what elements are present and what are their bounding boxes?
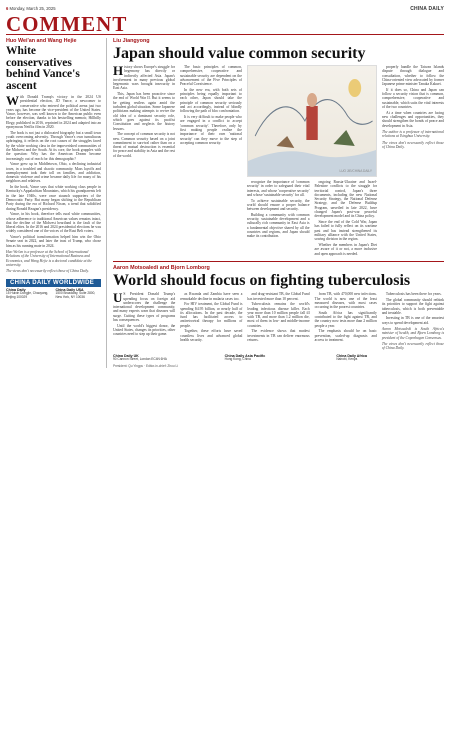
- bureau-address: Nairobi, Kenya: [336, 357, 358, 362]
- top-author-bio: The author is a professor of international relations at Tsinghua University.: [382, 129, 444, 139]
- paragraph: US President Donald Trump's upending focus on foreign aid underscores the challenge the international development community, and many experts warn that diseases will surge. Cutting these types of programs has consequences.: [113, 290, 176, 322]
- page-number: 6: [6, 6, 9, 11]
- left-paragraph: Vance grew up in Middletown, Ohio, a declining industrial town, in a troubled and chaotic community. Mass layoffs and unemployment took their toll on families, and addiction, domestic violence and crime became daily life for many of his neighbors and relatives.: [6, 162, 101, 184]
- paragraph: Until the world's biggest donor, the United States, changes its priorities, other countries need to step up their game.: [113, 323, 176, 337]
- paragraph: The basic principles of common, comprehensive, cooperative and sustainable security are dependent on the advancement of the Five Principles of Peaceful Coexistence.: [179, 65, 242, 87]
- bottom-author-bio: Aaron Motsoaledi is South Africa's minister of health, and Bjorn Lomborg is president of the Copenhagen Consensus.: [381, 327, 445, 340]
- left-headline: White conservatives behind Vance's ascent: [6, 45, 80, 92]
- paragraph: At a time when countries are facing new challenges and opportunities, they should strengthen the bonds of peace and development in Asia.: [382, 110, 444, 128]
- text-column: [247, 292, 309, 350]
- paragraph: To achieve sustainable security, the world should ensure a proper balance between development and security.: [246, 198, 310, 212]
- paragraph: The evidence shows that modest investments in TB can deliver enormous returns.: [247, 329, 310, 342]
- paragraph: The concept of common security is not new. Common security based on a joint commitment to survival rather than on a threat of mutual destruction is essential for peace and stability in Asia and the rest of the world.: [113, 132, 175, 158]
- paragraph: recognize the importance of 'common security' in order to safeguard their vital interests, and whose 'cooperative security' and whose 'sustainable security' for all.: [246, 180, 310, 197]
- illustration-credit: LUO JIE/CHINA DAILY: [339, 169, 373, 173]
- paragraph: If it does so, China and Japan can follow a security vision that is common, comprehensive, cooperative and sustainable, which suits the vital interests of the two countries.: [382, 87, 444, 110]
- paragraph: Whether the members in Japan's Diet are aware of it or not, a more inclusive and open approach is needed.: [314, 242, 378, 256]
- left-paragraph: In the book, Vance says that white working class people in Kentucky's Appalachian Mountains, which his grandparents left in the late 1940s, were once staunch supporters of the Democratic Party. But many began shifting to the Republican Party during the era of Richard Nixon, a trend that solidified during Ronald Reagan's presidency.: [6, 185, 101, 211]
- page-info: [6, 6, 56, 11]
- text-column: [113, 292, 175, 350]
- page-grid: [6, 38, 444, 368]
- bureau-box: [6, 289, 52, 301]
- bureau-address: 1500 Broadway, Suite 2800, New York, NY 10036: [55, 291, 96, 300]
- paragraph: The global community should rethink its priorities to support the fight against tuberculosis, which is both preventable and treatable.: [381, 297, 445, 315]
- paragraph: For HIV treatment, the Global Fund is spending $4.95 billion, or nearly half of its allocations. In the past decade, the fund has facilitated access to antiretroviral therapy for millions of people.: [180, 302, 243, 328]
- paragraph: ongoing Russia-Ukraine and Israel-Palestine conflicts to the struggle for territorial control, Japan's three documents, including the new National Security Strategy, the National Defense Strategy, and the Defense Buildup Program, unveiled in late 2022, have changed Japan's post-war peaceful development model and its China policy.: [314, 180, 378, 219]
- paragraph: South Africa has significantly contributed to the fight against TB, and the country now tests more than 2 million people a year.: [314, 310, 377, 328]
- illustration-graphic: [248, 66, 376, 176]
- right-area: [107, 38, 444, 368]
- editor-line: President: Qu Yingpu · Editor-in-chief: Zhou Li: [113, 364, 179, 369]
- section-title: COMMENT: [6, 12, 128, 36]
- bureau-box: [225, 355, 333, 363]
- bureau-box: [56, 289, 102, 301]
- text-column: [382, 292, 444, 350]
- left-paragraph: The book is not just a dislocated biography but a small town youth overcoming adversity. Through Vance's own tumultuous upbringing, it reflects on the root causes of the struggles faced by the white working class in the impoverished communities of the Midwest and the South. At its core, the book grapples with the question: Why has the American Dream become increasingly out of reach for this demographic?: [6, 130, 101, 161]
- top-disclaimer: The views don't necessarily reflect those of China Daily.: [382, 140, 444, 149]
- top-headline: Japan should value common security: [113, 45, 366, 62]
- bureau-name: China Daily: [6, 287, 26, 292]
- left-disclaimer: The views don't necessarily reflect those of China Daily.: [6, 269, 89, 274]
- left-paragraph: Vance's political transformation helped him win the Ohio Senate seat in 2022, and later the trust of Trump, who chose him as his running mate in 2024.: [6, 235, 101, 248]
- paragraph: The emphasis should be on basic prevention, scaled-up diagnosis and access to treatment.: [314, 329, 377, 342]
- bureau-list: [6, 289, 101, 301]
- paragraph: This, Japan has been proactive since the end of World War II. But it seems to be getting restless again amid the turbulent global situation. Some Japanese politicians making attempts to revive the old idea of a dominant security role, which goes against its pacifist Constitution and neglects the history lessons.: [113, 92, 175, 131]
- paragraph: Since the end of the Cold War, Japan has failed to fully reflect on its wartime past and has instead strengthened its military alliance with the United States, sowing division in the region.: [314, 220, 378, 242]
- text-column: [180, 65, 242, 257]
- paragraph: from TB, with 470,000 new infections. The world is now one of the least measured diseases, with most cases occurring in the poorest countries.: [314, 292, 377, 310]
- bureau-address: Hong Kong, China: [224, 357, 251, 362]
- paragraph: as Rwanda and Zambia have seen a remarkable decline in malaria cases too.: [180, 292, 243, 301]
- bottom-article-columns: [113, 292, 444, 350]
- bottom-disclaimer: The views don't necessarily reflect those of China Daily.: [381, 341, 445, 351]
- left-byline: Huo Wei'an and Wang Hejie: [6, 38, 77, 44]
- left-author-bio: Huo Wei'an is a professor at the School of International Relations of the University of International Business and Economics, and Wang Hejie is a doctoral candidate at the university.: [6, 250, 92, 267]
- bureau-box: [336, 355, 444, 363]
- left-paragraph: Vance, in his book, therefore tells rural white communities, whose adherence to traditional American values remains intact, that the decline of the Midwest heartland is the fault of the liberal elites. In the 2016 and 2024 presidential elections he was widely considered one of the voices of the Rust Belt voters.: [6, 212, 101, 234]
- section-header: [6, 12, 444, 35]
- bureau-box: [113, 355, 221, 363]
- text-column: [315, 292, 377, 350]
- top-info-bar: [6, 5, 444, 12]
- bottom-byline: Aaron Motsoaledi and Bjorn Lomborg: [113, 265, 210, 272]
- text-column: [247, 180, 310, 257]
- bureau-list-more: [113, 355, 444, 363]
- left-paragraph: With Donald Trump's victory in the 2024 US presidential election, JD Vance, a newcomer to conservative who entered the political arena just two years ago, has become the vice-president of the United States. Vance, however, was well known to the American public even before the election, thanks to his bestselling memoir, Hillbilly Elegy, published in 2016, reprinted in 2024 and adapted into an eponymous Netflix film in 2020.: [6, 93, 101, 130]
- text-column: [314, 180, 377, 257]
- bureau-name: China Daily UK: [113, 353, 139, 358]
- text-column: [113, 65, 175, 257]
- paper-name: CHINA DAILY: [410, 5, 444, 12]
- left-body: [6, 95, 101, 248]
- top-article-columns: [113, 65, 444, 257]
- worldwide-bar: CHINA DAILY WORLDWIDE: [6, 279, 101, 287]
- text-column: [382, 65, 444, 257]
- bureau-address: 15 Huixin Dongjie, Chaoyang, Beijing 100029: [6, 291, 49, 300]
- paragraph: It is very difficult to make people who are engaged in a conflict to accept 'common security'. Therefore, only by first making people realize the importance of their own 'national security' can they move to the step of accepting common security.: [179, 115, 242, 145]
- paragraph: In the new era, with both sets of principles being equally important to each other, Japan should take the principle of common security seriously and act accordingly, instead of blindly following the path of bloc confrontation.: [179, 87, 242, 114]
- editorial-illustration: [247, 65, 377, 177]
- paragraph: properly handle the Taiwan Islands dispute through dialogue and consultation, whether to follow the China-oriented view advocated by former Japanese prime minister Tanaka Kakuei.: [382, 65, 444, 87]
- issue-date: Monday, March 25, 2025: [9, 6, 56, 11]
- bottom-headline: World should focus on fighting tuberculosis: [113, 272, 411, 290]
- bureau-address: 90 Cannon Street, London EC4N 6HA: [113, 357, 167, 362]
- article-divider: [113, 261, 444, 262]
- paragraph: and drug-resistant TB, the Global Fund has invested more than 10 percent.: [247, 292, 310, 301]
- illustration-area: [247, 65, 377, 257]
- left-article: [6, 38, 107, 368]
- paragraph: Building a community with common security, sustainable development and a culturally rich community in East Asia is a fundamental objective shared by all the countries and regions, and Japan should make its contribution.: [246, 212, 310, 239]
- paragraph: Tuberculosis has been there for years.: [385, 292, 442, 297]
- bureau-name: China Daily Africa: [336, 353, 367, 358]
- top-byline: Liu Jiangyong: [113, 38, 150, 44]
- bureau-name: China Daily USA: [55, 287, 84, 292]
- bureau-name: China Daily Asia Pacific: [224, 353, 266, 358]
- paragraph: Tuberculosis remains the world's leading infectious disease killer. Each year more than 10 million people fall ill with TB, and more than 1.2 million die, most of them in low- and middle-income countries.: [247, 302, 310, 328]
- paragraph: Together, these efforts have saved countless lives and advanced global health security.: [180, 329, 243, 342]
- text-column: [180, 292, 242, 350]
- paragraph: History shows Europe's struggle for hegemony has directly or indirectly affected Asia. Japan's involvement in many previous global hegemonic wars brought insecurity in East Asia.: [113, 63, 175, 91]
- paragraph: Investing in TB is one of the smartest ways to spend development aid.: [381, 316, 445, 325]
